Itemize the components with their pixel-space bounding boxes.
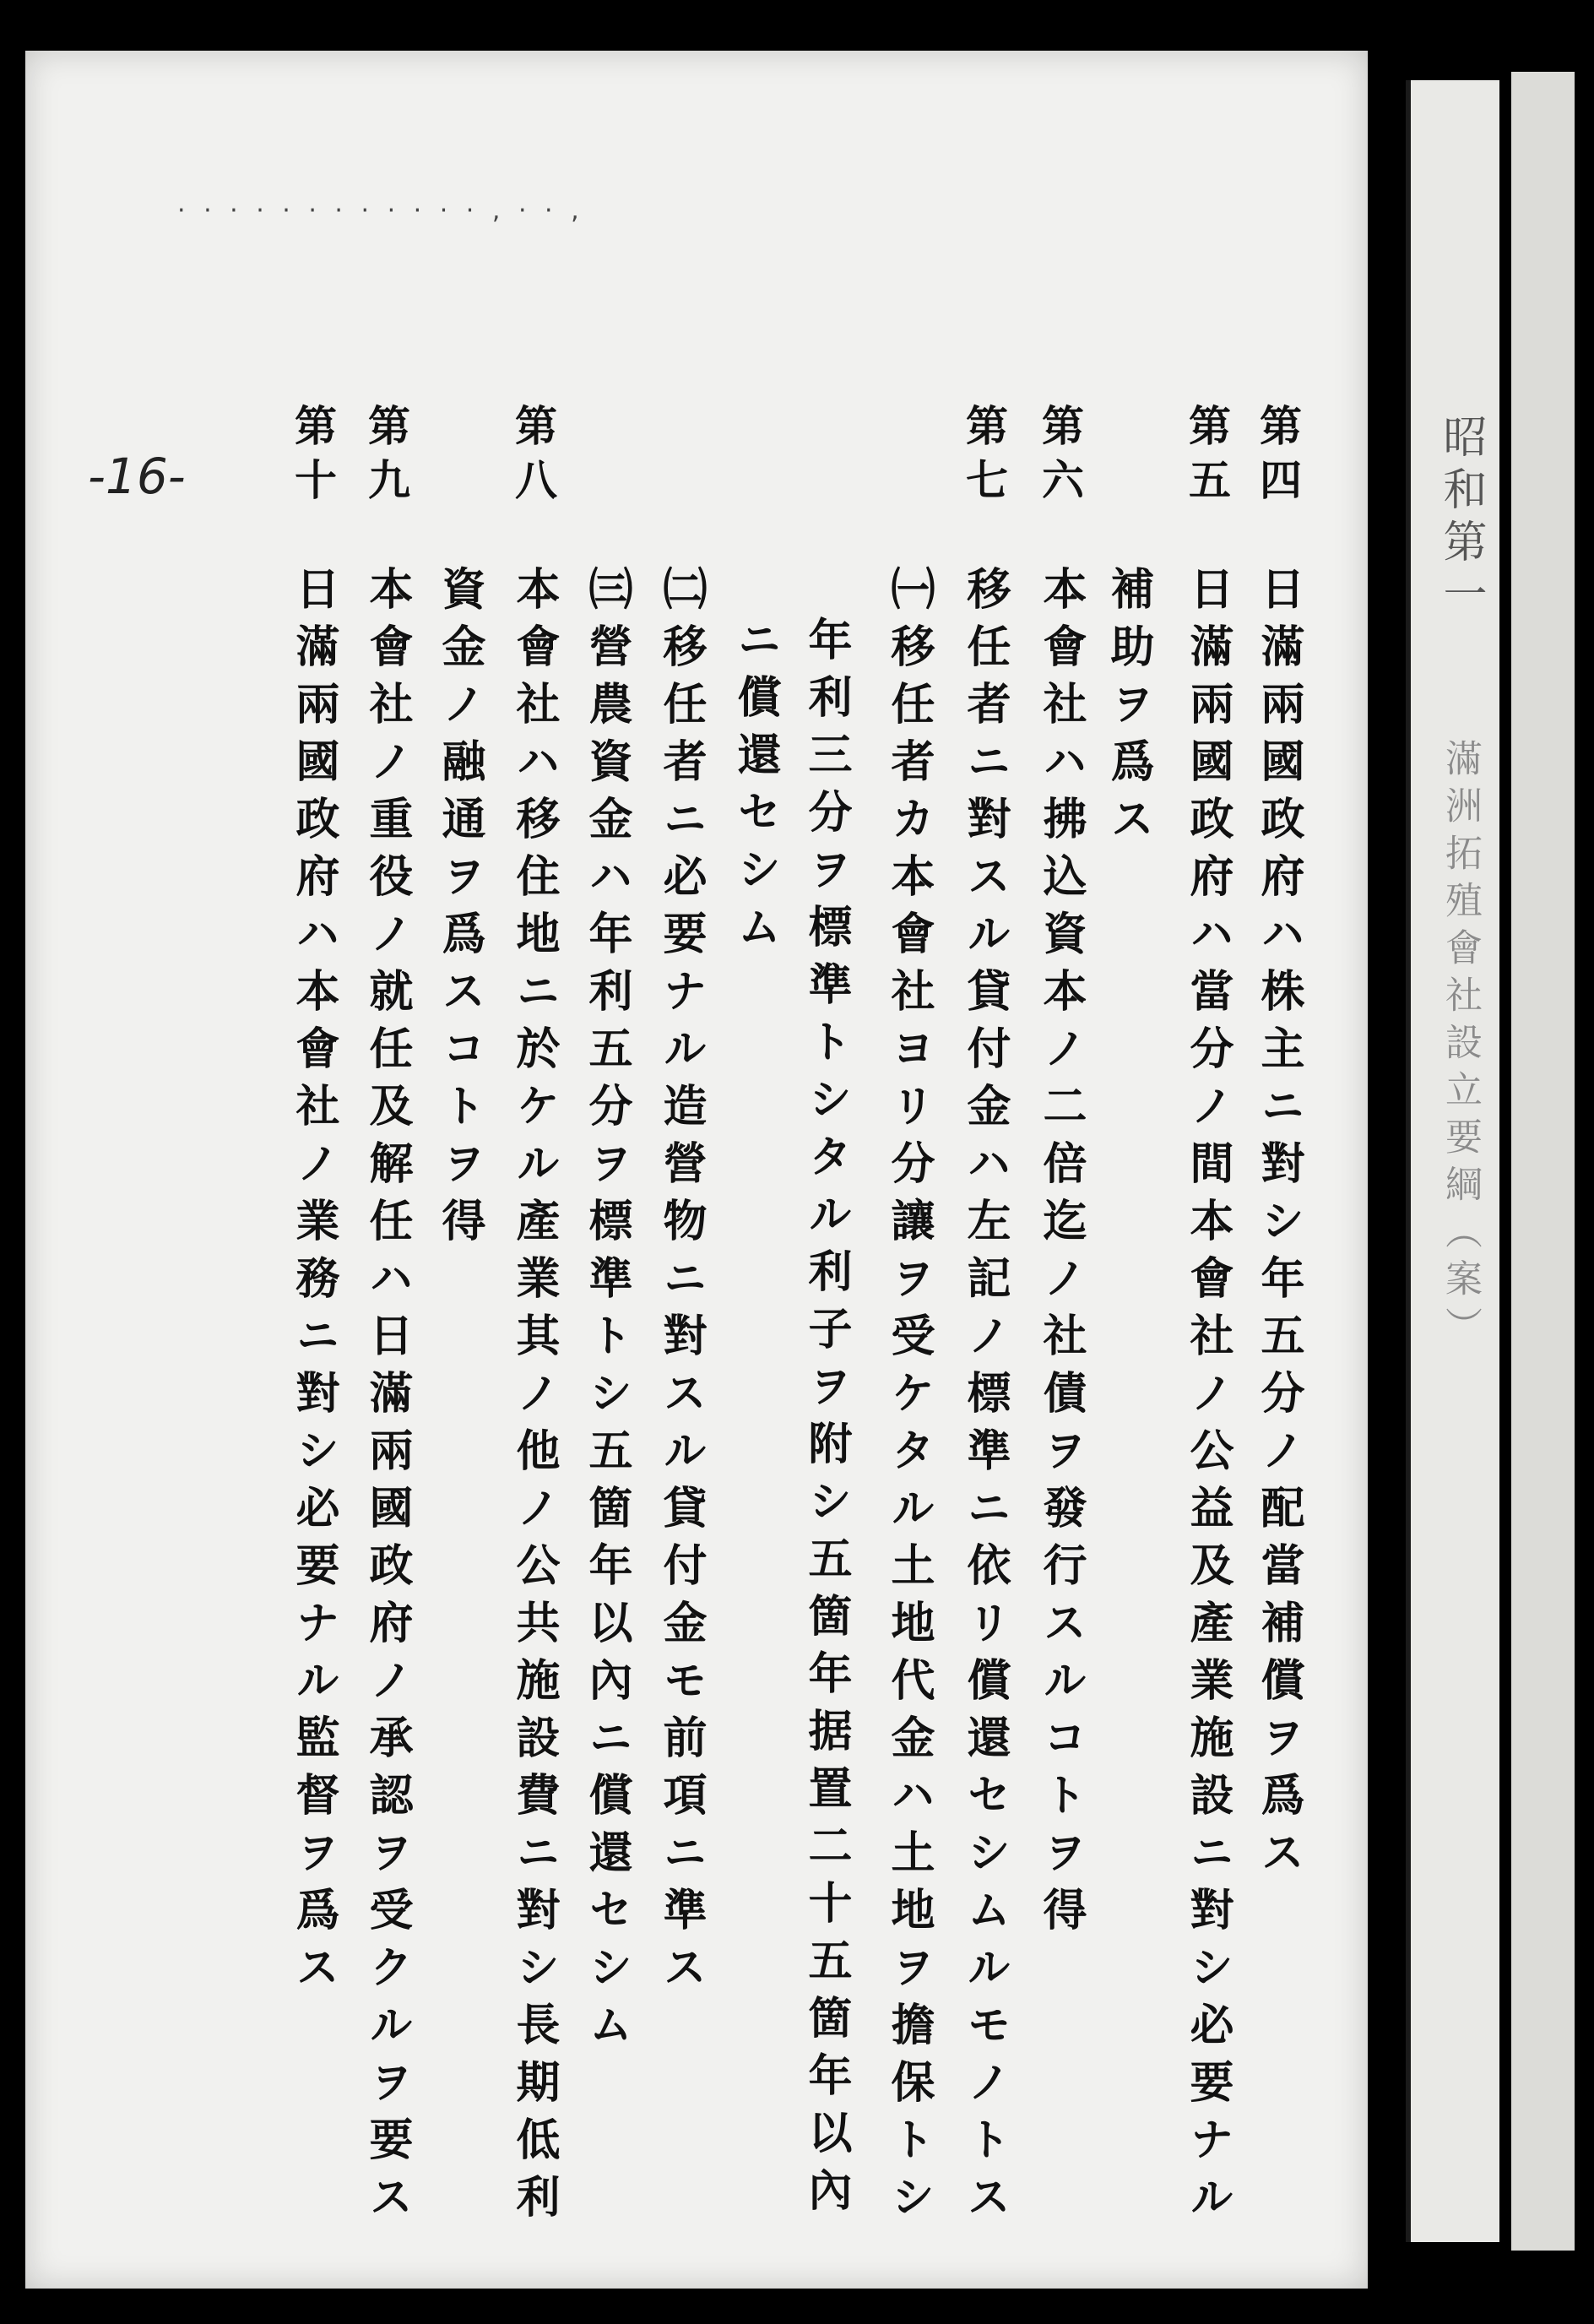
article-4-heading: 第四 (1253, 404, 1303, 512)
article-8-heading: 第八 (508, 404, 558, 512)
article-4-line-1: 日滿兩國政府ハ株主ニ對シ年五分ノ配當補償ヲ爲ス (1253, 566, 1304, 1887)
article-9-line-1: 本會社ノ重役ノ就任及解任ハ日滿兩國政府ノ承認ヲ受クルヲ要ス (361, 566, 413, 2231)
adjacent-page (1406, 80, 1499, 2242)
article-6-line-1: 本會社ハ拂込資本ノ二倍迄ノ社債ヲ發行スルコトヲ得 (1035, 566, 1087, 1944)
article-7-line-1: 移任者ニ對スル貸付金ハ左記ノ標準ニ依リ償還セシムルモノトス (959, 566, 1011, 2231)
page-edge (1511, 72, 1575, 2251)
side-page-running-head: 滿洲拓殖會社設立要綱（案） (1439, 739, 1482, 1354)
article-7-line-2: ㈠移任者カ本會社ヨリ分讓ヲ受ケタル土地代金ハ土地ヲ擔保トシ (883, 566, 935, 2231)
side-page-title: 昭和第一 (1435, 414, 1486, 623)
article-7-line-4: ニ償還セシム (729, 616, 781, 961)
article-7-line-6: ㈢營農資金ハ年利五分ヲ標準トシ五箇年以內ニ償還セシム (581, 566, 632, 2059)
article-5-line-1: 日滿兩國政府ハ當分ノ間本會社ノ公益及產業施設ニ對シ必要ナル (1182, 566, 1233, 2231)
article-9-heading: 第九 (361, 404, 411, 512)
article-10-line-1: 日滿兩國政府ハ本會社ノ業務ニ對シ必要ナル監督ヲ爲ス (288, 566, 339, 2001)
article-6-heading: 第六 (1035, 404, 1085, 512)
article-8-line-1: 本會社ハ移住地ニ於ケル產業其ノ他ノ公共施設費ニ對シ長期低利 (508, 566, 560, 2231)
article-8-line-2: 資金ノ融通ヲ爲スコトヲ得 (434, 566, 485, 1255)
article-7-line-5: ㈡移任者ニ必要ナル造營物ニ對スル貸付金モ前項ニ準ス (655, 566, 707, 2001)
article-7-heading: 第七 (959, 404, 1009, 512)
page-number: -16- (88, 448, 186, 505)
article-5-heading: 第五 (1182, 404, 1232, 512)
top-marks: · · · · · · · · · · · · , · · , (177, 196, 584, 225)
article-7-line-3: 年利三分ヲ標準トシタル利子ヲ附シ五箇年据置二十五箇年以內 (800, 616, 852, 2224)
article-10-heading: 第十 (288, 404, 338, 512)
article-5-line-2: 補助ヲ爲ス (1103, 566, 1154, 853)
